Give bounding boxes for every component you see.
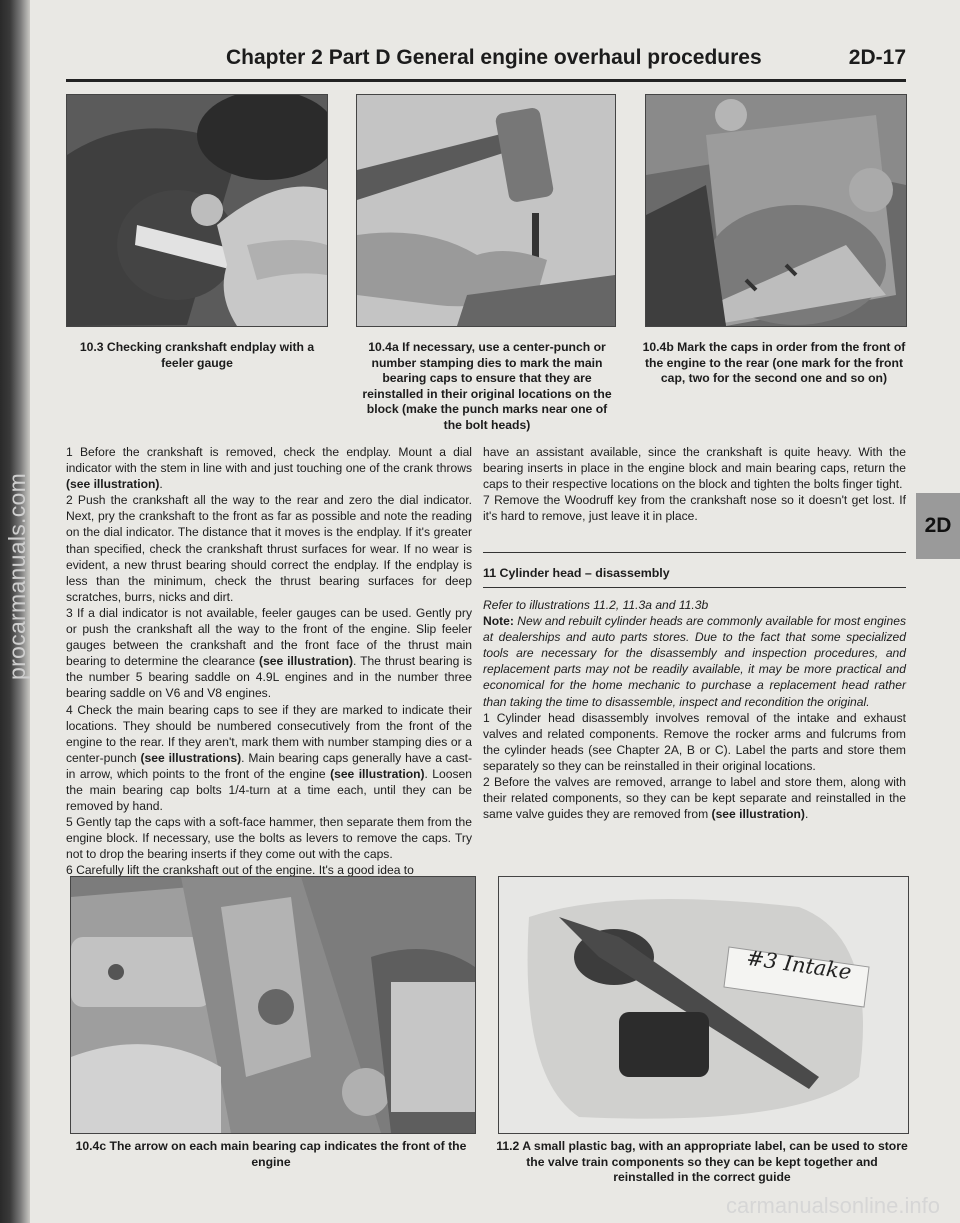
caption-11-2: 11.2 A small plastic bag, with an appropriate label, can be used to store the valve train components so they can be kept together and reinstalled in the correct guide	[496, 1139, 908, 1185]
see-illustration-ref: (see illustration)	[330, 766, 425, 781]
para-7: 7 Remove the Woodruff key from the crankshaft nose so it doesn't get lost. If it's hard to remove, just leave it in place.	[483, 493, 906, 524]
photo-marked-bearing-caps	[645, 94, 907, 327]
see-illustration-ref: (see illustration)	[711, 807, 805, 822]
caption-10-3: 10.3 Checking crankshaft endplay with a feeler gauge	[79, 340, 315, 370]
note-para: Note: New and rebuilt cylinder heads are commonly available for most engines at dealerships and auto parts stores. Due to the fact that some specialized tools are necessary for the disassembly and inspection procedures, and replacement parts may not be readily available, it may be more practical and economical for the home mechanic to purchase a replacement head rather than taking the time to disassemble, inspect and recondition the original.	[483, 614, 906, 709]
refer-line: Refer to illustrations 11.2, 11.3a and 11.3b	[483, 598, 709, 612]
para-5: 5 Gently tap the caps with a soft-face hammer, then separate them from the engine block. If necessary, use the bolts as levers to remove the caps. Try not to drop the bearing inserts if they come out with the caps.	[66, 815, 472, 862]
left-column-text	[66, 444, 472, 879]
caption-10-4c: 10.4c The arrow on each main bearing cap indicates the front of the engine	[75, 1139, 467, 1169]
right-column-top-text	[483, 444, 906, 524]
see-illustrations-ref: (see illustrations)	[140, 750, 242, 765]
right-column-section-text	[483, 597, 906, 822]
photo-bearing-cap-arrow	[70, 876, 476, 1134]
photo-center-punch-hammer	[356, 94, 616, 327]
chapter-tab: 2D	[916, 493, 960, 559]
section-rule-bottom	[483, 587, 906, 588]
bottom-watermark: carmanualsonline.info	[725, 1193, 940, 1218]
photo-crankshaft-feeler-gauge	[66, 94, 328, 327]
page-header	[226, 46, 906, 76]
section-rule-top	[483, 552, 906, 553]
para-4: 4 Check the main bearing caps to see if they are marked to indicate their locations. They should be numbered consecutively from the front of the engine to the rear. If they aren't, mark them with number stamping dies or a center-punch (see illustrations). Main bearing caps generally have a cast-in arrow, which points to the front of the engine (see illustration). Loosen the main bearing cap bolts 1/4-turn at a time each, until they can be removed by hand.	[66, 702, 473, 814]
caption-10-4b: 10.4b Mark the caps in order from the front of the engine to the rear (one mark for the front cap, two for the second one and so on)	[642, 340, 906, 386]
section-para-2: 2 Before the valves are removed, arrange to label and store them, along with their related components, so they can be kept separate and reinstalled in the same valve guides they are removed from (see illustration).	[483, 775, 906, 822]
bag-label-text: #3 Intake	[745, 945, 853, 985]
para-2: 2 Push the crankshaft all the way to the rear and zero the dial indicator. Next, pry the crankshaft to the front as far as possible and note the reading on the dial indicator. The distance that it moves is the endplay. If it's greater than specified, check the crankshaft thrust surfaces for wear. If no wear is evident, a new thrust bearing should correct the endplay. If the endplay is less than the minimum, check the thrust bearing surfaces for deep scratches, burrs, nicks and dirt.	[66, 493, 472, 604]
see-illustration-ref: (see illustration)	[66, 477, 160, 492]
para-continued: have an assistant available, since the crankshaft is quite heavy. With the bearing inserts in place in the engine block and main bearing caps, return the caps to their respective locations on the block and tighten the bolts finger tight.	[483, 445, 906, 492]
side-watermark: procarmanuals.com	[4, 472, 30, 680]
section-para-1: 1 Cylinder head disassembly involves removal of the intake and exhaust valves and related components. Remove the rocker arms and fulcrums from the cylinder heads (see Chapter 2A, B or C). Label the parts and store them separately so they can be reinstalled in their original locations.	[483, 710, 906, 773]
chapter-title: Chapter 2 Part D General engine overhaul procedures	[226, 46, 762, 69]
para-1: 1 Before the crankshaft is removed, check the endplay. Mount a dial indicator with the stem in line with and just touching one of the crank throws (see illustration).	[66, 445, 472, 492]
note-label: Note:	[483, 614, 514, 629]
see-illustration-ref: (see illustration)	[259, 654, 354, 669]
section-heading: 11 Cylinder head – disassembly	[483, 566, 670, 580]
page-number: 2D-17	[848, 46, 906, 69]
header-rule	[66, 79, 906, 82]
caption-10-4a: 10.4a If necessary, use a center-punch or number stamping dies to mark the main bearing caps to ensure that they are reinstalled in their original locations on the block (make the punch marks near one of the bolt heads)	[362, 340, 612, 432]
para-3: 3 If a dial indicator is not available, feeler gauges can be used. Gently pry or push the crankshaft all the way to the front of the engine. Slip feeler gauges between the crankshaft and the front face of the thrust main bearing to determine the clearance (see illustration). The thrust bearing is the number 5 bearing saddle on 4.9L engines and in the number three bearing saddle on V6 and V8 engines.	[66, 605, 472, 701]
para-6: 6 Carefully lift the crankshaft out of the engine. It's a good idea to	[66, 863, 414, 878]
photo-valve-bag	[498, 876, 909, 1134]
